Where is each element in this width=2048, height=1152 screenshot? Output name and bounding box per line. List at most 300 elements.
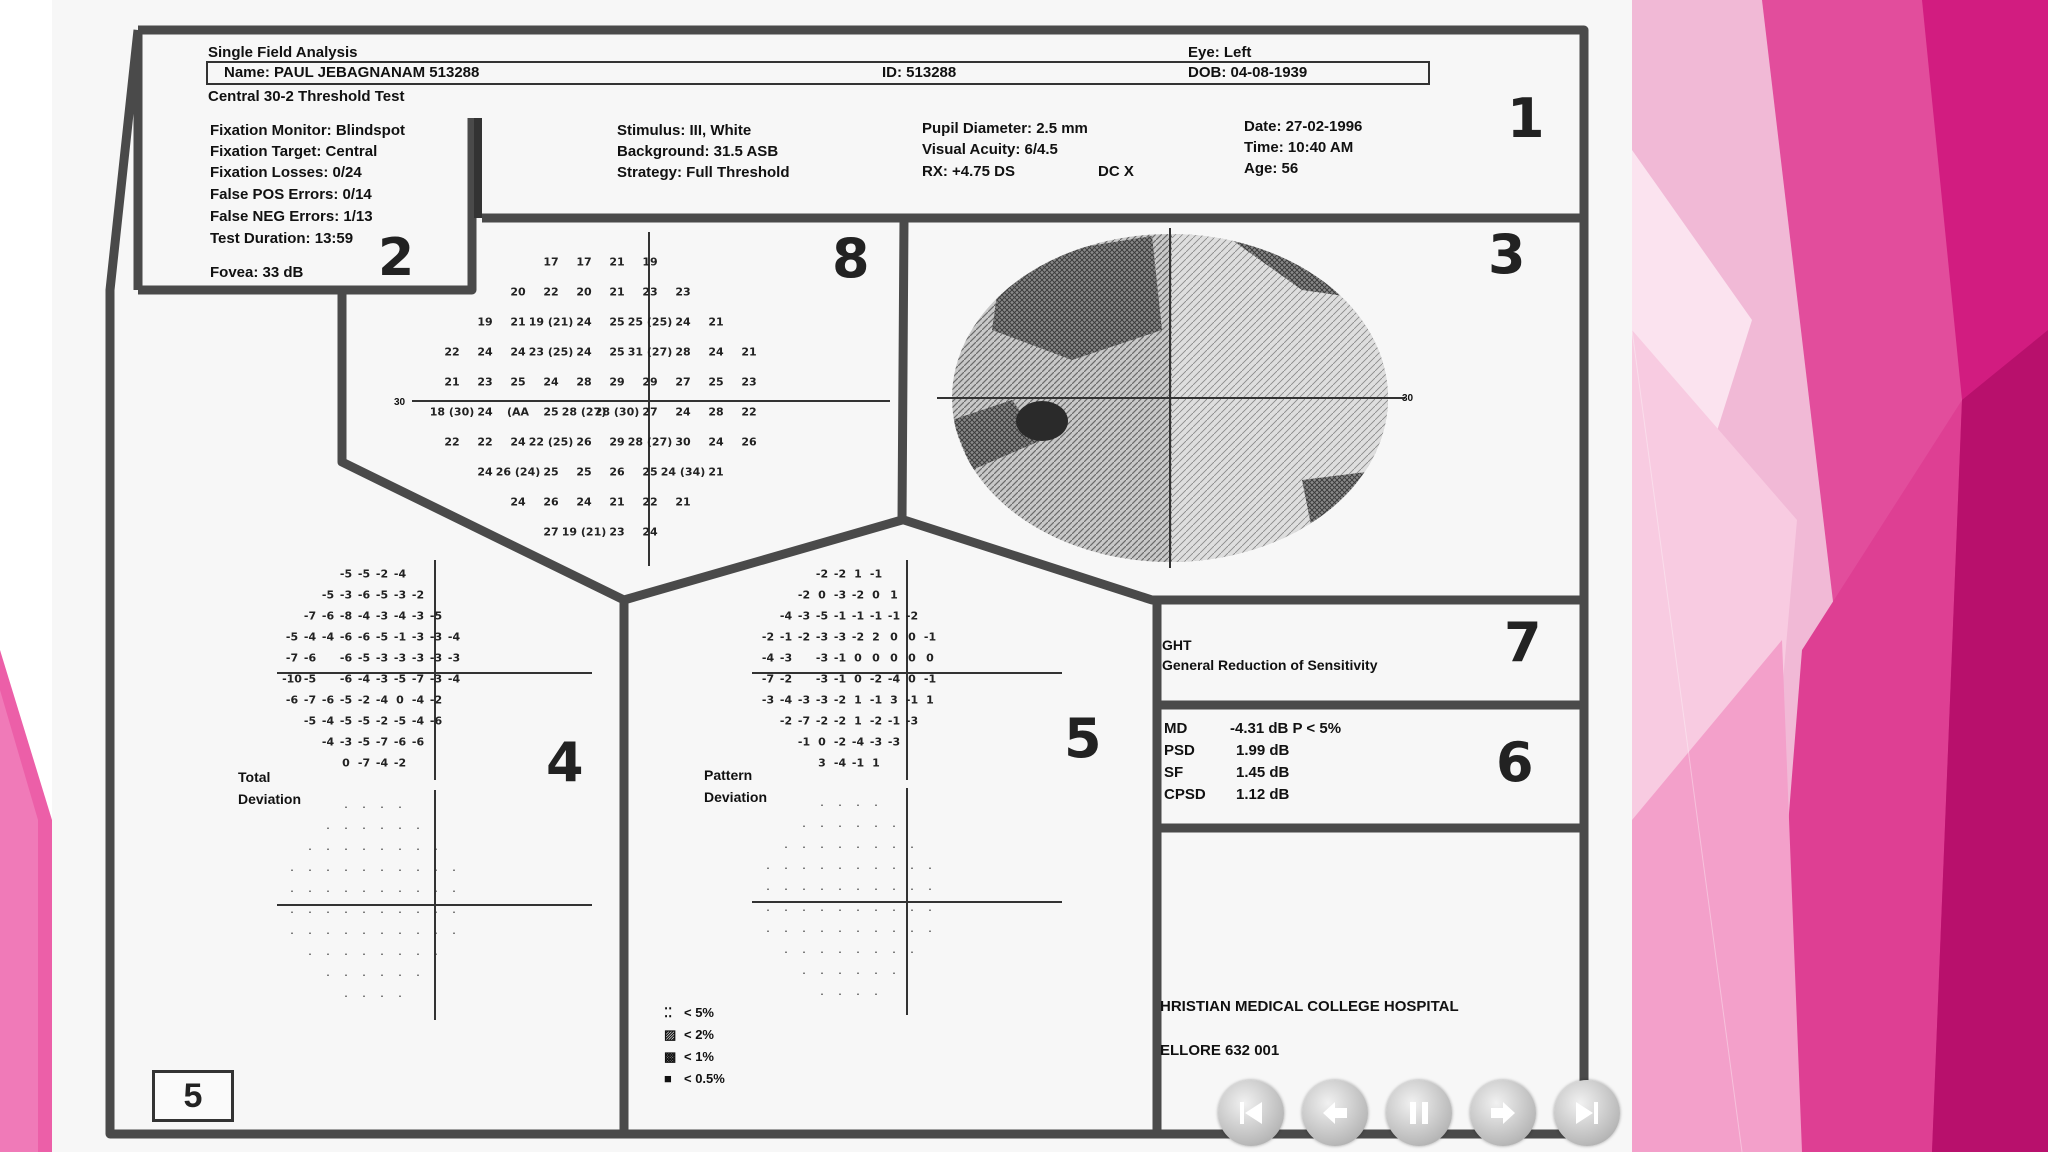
skip-to-end-icon xyxy=(1567,1093,1607,1133)
total-deviation-value: -5 xyxy=(393,672,407,686)
probability-symbol: · xyxy=(908,947,916,959)
probability-symbol: · xyxy=(306,907,314,919)
pattern-deviation-value: -2 xyxy=(833,567,847,581)
total-deviation-value: -3 xyxy=(393,651,407,665)
threshold-value: 23 (25) xyxy=(528,345,574,359)
pattern-deviation-value: -3 xyxy=(905,714,919,728)
total-deviation-value: -3 xyxy=(375,609,389,623)
total-deviation-value: -5 xyxy=(357,651,371,665)
section-number-7: 7 xyxy=(1504,611,1542,674)
threshold-value: 21 xyxy=(741,345,757,359)
probability-symbol: · xyxy=(890,884,898,896)
legend-text-5pct: < 5% xyxy=(684,1005,714,1020)
threshold-value: 17 xyxy=(543,255,559,269)
probability-symbol: · xyxy=(836,989,844,1001)
probability-symbol: · xyxy=(908,842,916,854)
probability-symbol: · xyxy=(306,844,314,856)
pattern-deviation-value: -2 xyxy=(815,714,829,728)
probability-symbol: · xyxy=(872,821,880,833)
probability-symbol: · xyxy=(782,842,790,854)
pattern-deviation-value: 3 xyxy=(818,756,826,770)
probability-symbol: · xyxy=(378,991,386,1003)
patient-age: Age: 56 xyxy=(1244,160,1299,177)
threshold-value: 24 xyxy=(510,435,526,449)
total-deviation-value: -6 xyxy=(321,693,335,707)
probability-symbol: · xyxy=(396,886,404,898)
threshold-value: 23 xyxy=(609,525,625,539)
probability-symbol: · xyxy=(342,844,350,856)
probability-symbol: · xyxy=(818,800,826,812)
threshold-value: 24 xyxy=(510,345,526,359)
probability-symbol: · xyxy=(782,926,790,938)
probability-symbol: · xyxy=(818,842,826,854)
threshold-value: 25 xyxy=(543,405,559,419)
pattern-deviation-value: -1 xyxy=(923,672,937,686)
probability-symbol: · xyxy=(324,844,332,856)
pattern-deviation-value: -1 xyxy=(869,609,883,623)
total-deviation-value: -4 xyxy=(357,672,371,686)
threshold-value: 18 (30) xyxy=(429,405,475,419)
threshold-value: 21 xyxy=(708,465,724,479)
threshold-value: 24 xyxy=(576,345,592,359)
total-deviation-label-1: Total xyxy=(238,769,271,785)
fixation-target: Fixation Target: Central xyxy=(210,143,378,160)
probability-symbol: · xyxy=(378,844,386,856)
total-deviation-value: -5 xyxy=(357,714,371,728)
threshold-value: 19 xyxy=(642,255,658,269)
probability-symbol: · xyxy=(872,842,880,854)
total-deviation-value: -6 xyxy=(321,609,335,623)
total-deviation-value: -5 xyxy=(357,735,371,749)
total-deviation-value: -6 xyxy=(429,714,443,728)
threshold-value: 25 xyxy=(609,345,625,359)
probability-symbol: · xyxy=(450,886,458,898)
probability-symbol: · xyxy=(836,863,844,875)
probability-symbol: · xyxy=(324,823,332,835)
pattern-deviation-value: 1 xyxy=(872,756,880,770)
probability-symbol: · xyxy=(324,949,332,961)
total-deviation-value: -3 xyxy=(375,651,389,665)
pattern-deviation-value: -1 xyxy=(869,567,883,581)
total-deviation-value: -2 xyxy=(429,693,443,707)
probability-symbol: · xyxy=(360,802,368,814)
probability-symbol: · xyxy=(324,865,332,877)
probability-symbol: · xyxy=(378,802,386,814)
threshold-value: 20 xyxy=(576,285,592,299)
total-deviation-value: -2 xyxy=(375,567,389,581)
pattern-deviation-value: 2 xyxy=(872,630,880,644)
threshold-value: 28 (27) xyxy=(627,435,673,449)
probability-symbol: · xyxy=(432,865,440,877)
threshold-value: 21 xyxy=(708,315,724,329)
total-deviation-value: -5 xyxy=(375,588,389,602)
total-deviation-value: -7 xyxy=(303,609,317,623)
total-deviation-value: -7 xyxy=(411,672,425,686)
total-deviation-value: -4 xyxy=(321,735,335,749)
threshold-value: 21 xyxy=(609,495,625,509)
pattern-deviation-value: 0 xyxy=(908,651,916,665)
total-deviation-value: -4 xyxy=(375,756,389,770)
total-deviation-value: -6 xyxy=(357,588,371,602)
threshold-value: 22 xyxy=(477,435,493,449)
probability-symbol: · xyxy=(414,928,422,940)
patient-name: Name: PAUL JEBAGNANAM 513288 xyxy=(224,64,480,81)
pattern-deviation-value: 3 xyxy=(890,693,898,707)
total-deviation-value: -4 xyxy=(303,630,317,644)
probability-symbol: · xyxy=(396,865,404,877)
total-deviation-value: -5 xyxy=(321,588,335,602)
probability-symbol: · xyxy=(836,926,844,938)
probability-symbol: · xyxy=(378,886,386,898)
probability-symbol: · xyxy=(360,970,368,982)
pattern-deviation-value: 0 xyxy=(854,672,862,686)
threshold-value: 22 (25) xyxy=(528,435,574,449)
probability-symbol: · xyxy=(360,949,368,961)
probability-symbol: · xyxy=(414,865,422,877)
pattern-deviation-value: 0 xyxy=(890,651,898,665)
probability-symbol: · xyxy=(378,823,386,835)
threshold-value: 28 xyxy=(576,375,592,389)
legend-text-05pct: < 0.5% xyxy=(684,1071,725,1086)
pattern-deviation-value: -4 xyxy=(779,693,793,707)
test-duration: Test Duration: 13:59 xyxy=(210,230,354,247)
index-md-name: MD xyxy=(1164,720,1188,737)
total-deviation-value: -10 xyxy=(282,672,302,686)
threshold-value: 24 xyxy=(708,435,724,449)
total-deviation-value: -4 xyxy=(411,693,425,707)
probability-symbol: · xyxy=(818,989,826,1001)
probability-symbol: · xyxy=(396,823,404,835)
pattern-deviation-value: -1 xyxy=(851,756,865,770)
section-number-8: 8 xyxy=(832,227,870,290)
probability-symbol: · xyxy=(818,884,826,896)
pattern-deviation-probability-plot xyxy=(52,0,1632,1152)
total-deviation-value: -3 xyxy=(393,588,407,602)
next-slide-button[interactable] xyxy=(1470,1080,1536,1146)
first-slide-button[interactable] xyxy=(1218,1080,1284,1146)
probability-symbol: · xyxy=(800,863,808,875)
probability-symbol: · xyxy=(306,928,314,940)
threshold-value: 23 xyxy=(642,285,658,299)
pattern-deviation-value: 1 xyxy=(854,714,862,728)
slide-number-box xyxy=(152,1070,234,1122)
probability-symbol: · xyxy=(432,907,440,919)
threshold-value: 29 xyxy=(609,435,625,449)
index-sf-name: SF xyxy=(1164,764,1184,781)
threshold-value: 25 xyxy=(642,465,658,479)
section-number-4: 4 xyxy=(546,731,584,794)
threshold-value: 19 (21) xyxy=(528,315,574,329)
probability-symbol: · xyxy=(926,863,934,875)
total-deviation-value: -4 xyxy=(321,714,335,728)
probability-symbol: · xyxy=(836,842,844,854)
test-time: Time: 10:40 AM xyxy=(1244,139,1354,156)
probability-symbol: · xyxy=(324,907,332,919)
pattern-deviation-value: -3 xyxy=(815,693,829,707)
threshold-value: 23 xyxy=(477,375,493,389)
axis-30-left: 30 xyxy=(394,397,406,408)
probability-symbol: · xyxy=(872,947,880,959)
probability-symbol: · xyxy=(818,821,826,833)
probability-symbol: · xyxy=(800,884,808,896)
probability-symbol: · xyxy=(854,821,862,833)
total-deviation-value: -6 xyxy=(339,651,353,665)
pattern-deviation-value: -1 xyxy=(905,693,919,707)
threshold-value: 30 xyxy=(675,435,691,449)
rx-value: RX: +4.75 DS xyxy=(922,163,1015,180)
pattern-deviation-value: -3 xyxy=(761,693,775,707)
threshold-value: 24 xyxy=(543,375,559,389)
probability-symbol: · xyxy=(324,928,332,940)
eye-label: Eye: Left xyxy=(1188,44,1252,61)
pattern-deviation-value: -1 xyxy=(869,693,883,707)
pattern-deviation-value: 0 xyxy=(890,630,898,644)
left-decoration xyxy=(0,0,52,1152)
skip-to-start-icon xyxy=(1231,1093,1271,1133)
threshold-value: 21 xyxy=(609,255,625,269)
pattern-deviation-value: -3 xyxy=(797,693,811,707)
probability-symbol: · xyxy=(414,844,422,856)
probability-symbol: · xyxy=(342,802,350,814)
probability-symbol: · xyxy=(396,991,404,1003)
axis-30-right: 30 xyxy=(1402,393,1414,404)
pattern-deviation-value: -1 xyxy=(833,672,847,686)
pattern-deviation-value: 1 xyxy=(854,567,862,581)
pattern-deviation-value: -2 xyxy=(905,609,919,623)
pattern-deviation-value: -2 xyxy=(869,672,883,686)
pattern-deviation-value: -4 xyxy=(851,735,865,749)
probability-symbol: · xyxy=(360,886,368,898)
index-sf-value: 1.45 dB xyxy=(1236,764,1290,781)
total-deviation-value: -7 xyxy=(375,735,389,749)
probability-symbol: · xyxy=(818,926,826,938)
visual-field-report xyxy=(52,0,1632,1152)
pattern-deviation-value: -2 xyxy=(833,735,847,749)
false-pos-errors: False POS Errors: 0/14 xyxy=(210,186,372,203)
probability-symbol: · xyxy=(926,884,934,896)
arrow-right-icon xyxy=(1483,1093,1523,1133)
probability-symbol: · xyxy=(908,884,916,896)
probability-symbol: · xyxy=(432,844,440,856)
threshold-value: 26 xyxy=(543,495,559,509)
probability-symbol: · xyxy=(342,823,350,835)
probability-symbol: · xyxy=(360,823,368,835)
probability-symbol: · xyxy=(414,886,422,898)
pattern-deviation-value: 0 xyxy=(818,735,826,749)
probability-symbol: · xyxy=(764,884,772,896)
pattern-deviation-value: 1 xyxy=(890,588,898,602)
slide-number: 5 xyxy=(183,1077,203,1115)
pattern-deviation-value: -2 xyxy=(815,567,829,581)
total-deviation-value: -4 xyxy=(321,630,335,644)
probability-symbol: · xyxy=(836,884,844,896)
probability-symbol: · xyxy=(890,947,898,959)
probability-symbol: · xyxy=(872,905,880,917)
probability-symbol: · xyxy=(782,905,790,917)
probability-symbol: · xyxy=(854,968,862,980)
pattern-deviation-value: -3 xyxy=(797,609,811,623)
probability-symbol: · xyxy=(396,970,404,982)
probability-symbol: · xyxy=(854,863,862,875)
background: Background: 31.5 ASB xyxy=(617,143,779,160)
threshold-value: 25 xyxy=(576,465,592,479)
threshold-value: 24 xyxy=(477,405,493,419)
threshold-value: 24 xyxy=(675,405,691,419)
threshold-value: 24 xyxy=(576,315,592,329)
threshold-value: 26 xyxy=(741,435,757,449)
threshold-value: 24 xyxy=(510,495,526,509)
probability-symbol: · xyxy=(854,905,862,917)
total-deviation-value: -6 xyxy=(411,735,425,749)
threshold-value: 26 xyxy=(576,435,592,449)
probability-symbol: · xyxy=(396,949,404,961)
threshold-value: 24 xyxy=(642,525,658,539)
probability-symbol: · xyxy=(360,844,368,856)
total-deviation-value: -4 xyxy=(447,630,461,644)
threshold-value: 17 xyxy=(576,255,592,269)
total-deviation-value: -4 xyxy=(393,567,407,581)
probability-symbol: · xyxy=(396,844,404,856)
section-number-1: 1 xyxy=(1507,87,1545,150)
threshold-value: (AA xyxy=(506,405,530,419)
total-deviation-value: -3 xyxy=(411,630,425,644)
threshold-value: 31 (27) xyxy=(627,345,673,359)
pattern-deviation-value: -1 xyxy=(851,609,865,623)
pattern-deviation-value: -2 xyxy=(779,672,793,686)
section-number-5: 5 xyxy=(1064,707,1102,770)
probability-symbol: · xyxy=(414,970,422,982)
probability-symbol: · xyxy=(872,926,880,938)
probability-symbol: · xyxy=(414,907,422,919)
threshold-value: 25 xyxy=(708,375,724,389)
pattern-deviation-value: -3 xyxy=(815,630,829,644)
date-of-birth: DOB: 04-08-1939 xyxy=(1188,64,1308,81)
threshold-value: 26 xyxy=(609,465,625,479)
threshold-value: 28 xyxy=(708,405,724,419)
threshold-value: 24 xyxy=(708,345,724,359)
total-deviation-value: -5 xyxy=(339,693,353,707)
previous-slide-button[interactable] xyxy=(1302,1080,1368,1146)
section-number-3: 3 xyxy=(1488,223,1526,286)
threshold-value: 27 xyxy=(543,525,559,539)
threshold-value: 24 xyxy=(477,345,493,359)
total-deviation-value: -5 xyxy=(393,714,407,728)
probability-symbol: · xyxy=(890,821,898,833)
legend-symbol-05pct: ■ xyxy=(664,1071,672,1086)
threshold-value: 21 xyxy=(675,495,691,509)
threshold-value: 23 xyxy=(675,285,691,299)
legend-text-2pct: < 2% xyxy=(684,1027,714,1042)
right-decoration xyxy=(1632,0,2048,1152)
probability-symbol: · xyxy=(378,907,386,919)
section-number-2: 2 xyxy=(378,228,415,288)
probability-symbol: · xyxy=(872,989,880,1001)
probability-symbol: · xyxy=(396,802,404,814)
patient-id: ID: 513288 xyxy=(882,64,957,81)
hospital-address: ELLORE 632 001 xyxy=(1160,1042,1280,1059)
probability-symbol: · xyxy=(764,905,772,917)
total-deviation-value: -6 xyxy=(357,630,371,644)
probability-symbol: · xyxy=(818,947,826,959)
stimulus: Stimulus: III, White xyxy=(617,122,752,139)
pattern-deviation-label-2: Deviation xyxy=(704,789,768,805)
total-deviation-label-2: Deviation xyxy=(238,791,302,807)
threshold-value: 22 xyxy=(444,345,460,359)
probability-symbol: · xyxy=(450,865,458,877)
probability-symbol: · xyxy=(360,865,368,877)
total-deviation-value: -6 xyxy=(393,735,407,749)
total-deviation-value: -2 xyxy=(411,588,425,602)
pattern-deviation-value: -2 xyxy=(833,693,847,707)
probability-symbol: · xyxy=(342,949,350,961)
probability-symbol: · xyxy=(450,928,458,940)
probability-symbol: · xyxy=(926,905,934,917)
probability-symbol: · xyxy=(764,863,772,875)
total-deviation-value: -3 xyxy=(375,672,389,686)
total-deviation-value: -5 xyxy=(285,630,299,644)
total-deviation-value: -2 xyxy=(393,756,407,770)
total-deviation-value: -3 xyxy=(429,651,443,665)
total-deviation-value: -4 xyxy=(411,714,425,728)
pattern-deviation-value: -7 xyxy=(761,672,775,686)
fixation-losses: Fixation Losses: 0/24 xyxy=(210,164,362,181)
report-title: Single Field Analysis xyxy=(208,44,358,61)
probability-symbol: · xyxy=(872,968,880,980)
false-neg-errors: False NEG Errors: 1/13 xyxy=(210,208,373,225)
probability-symbol: · xyxy=(414,949,422,961)
probability-symbol: · xyxy=(854,842,862,854)
threshold-value: 24 (34) xyxy=(660,465,706,479)
probability-symbol: · xyxy=(800,926,808,938)
pattern-deviation-value: -7 xyxy=(797,714,811,728)
total-deviation-value: 0 xyxy=(342,756,350,770)
pattern-deviation-value: -2 xyxy=(761,630,775,644)
probability-symbol: · xyxy=(800,968,808,980)
pattern-deviation-value: -3 xyxy=(887,735,901,749)
probability-symbol: · xyxy=(288,928,296,940)
index-cpsd-value: 1.12 dB xyxy=(1236,786,1290,803)
total-deviation-value: -5 xyxy=(357,567,371,581)
threshold-value: 27 xyxy=(675,375,691,389)
total-deviation-value: -5 xyxy=(303,714,317,728)
pattern-deviation-value: 0 xyxy=(908,672,916,686)
threshold-value: 21 xyxy=(510,315,526,329)
probability-symbol: · xyxy=(818,905,826,917)
legend-symbol-2pct: ▨ xyxy=(664,1027,677,1042)
probability-symbol: · xyxy=(342,991,350,1003)
section-number-6: 6 xyxy=(1496,731,1534,794)
pause-button[interactable] xyxy=(1386,1080,1452,1146)
probability-symbol: · xyxy=(818,968,826,980)
last-slide-button[interactable] xyxy=(1554,1080,1620,1146)
pattern-deviation-value: -2 xyxy=(851,630,865,644)
pattern-deviation-value: -1 xyxy=(833,609,847,623)
pattern-deviation-value: -1 xyxy=(887,714,901,728)
arrow-left-icon xyxy=(1315,1093,1355,1133)
threshold-value: 21 xyxy=(444,375,460,389)
pattern-deviation-value: -1 xyxy=(797,735,811,749)
pattern-deviation-value: -4 xyxy=(833,756,847,770)
threshold-value: 19 xyxy=(477,315,493,329)
pattern-deviation-value: -1 xyxy=(923,630,937,644)
threshold-value: 25 xyxy=(543,465,559,479)
threshold-value: 22 xyxy=(543,285,559,299)
pause-icon xyxy=(1399,1093,1439,1133)
probability-symbol: · xyxy=(342,907,350,919)
probability-symbol: · xyxy=(324,970,332,982)
index-cpsd-name: CPSD xyxy=(1164,786,1206,803)
probability-symbol: · xyxy=(872,800,880,812)
